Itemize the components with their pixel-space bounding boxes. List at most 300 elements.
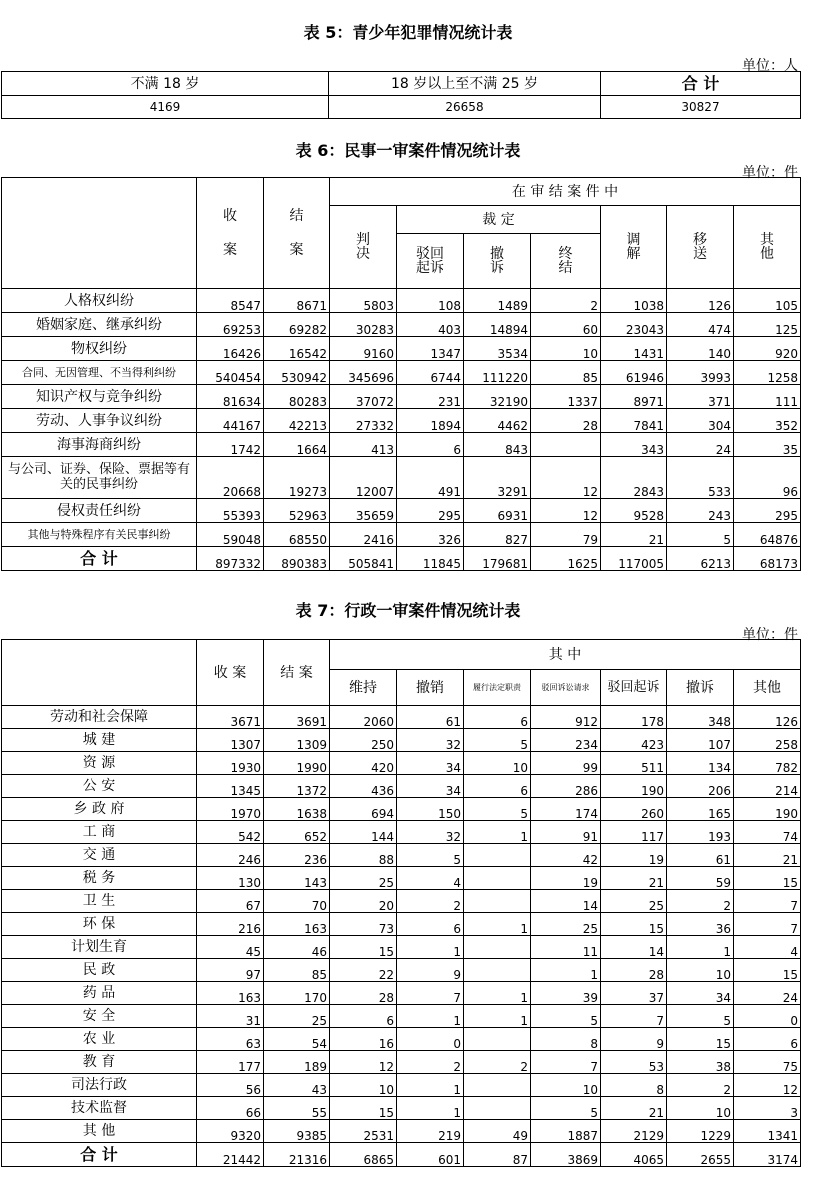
t6-cell: 14894 xyxy=(464,313,531,337)
t7-row xyxy=(2,1028,801,1051)
t7-cell: 38 xyxy=(667,1051,734,1074)
t7-cell: 246 xyxy=(197,844,264,867)
t7-header-received: 收 案 xyxy=(197,640,264,706)
t6-cell: 32190 xyxy=(464,385,531,409)
t7-header-uphold: 维持 xyxy=(330,670,397,706)
t7-cell: 6 xyxy=(464,706,531,729)
t7-header-withdraw: 撤诉 xyxy=(667,670,734,706)
t6-header-closed xyxy=(264,178,330,289)
t6-cell: 6 xyxy=(397,433,464,457)
t7-cell: 15 xyxy=(734,867,801,890)
t6-row xyxy=(2,289,801,313)
t6-cell: 1347 xyxy=(397,337,464,361)
t6-cell: 5 xyxy=(667,523,734,547)
t7-cell: 97 xyxy=(197,959,264,982)
t6-total-cell: 117005 xyxy=(601,547,667,571)
t6-cell: 27332 xyxy=(330,409,397,433)
t7-cell: 6 xyxy=(397,913,464,936)
t7-cell: 782 xyxy=(734,752,801,775)
t7-cell: 15 xyxy=(330,1097,397,1120)
table5-unit: 单位：人 xyxy=(742,58,798,74)
t6-cell: 24 xyxy=(667,433,734,457)
t7-row-label: 其 他 xyxy=(2,1120,197,1143)
t6-header-received-1: 收 xyxy=(223,208,237,224)
t7-cell: 163 xyxy=(197,982,264,1005)
table7-title: 表 7：行政一审案件情况统计表 xyxy=(295,601,521,620)
t6-cell: 371 xyxy=(667,385,734,409)
t7-cell: 1309 xyxy=(264,729,330,752)
t7-cell: 2 xyxy=(667,1074,734,1097)
t7-total-cell: 3869 xyxy=(531,1143,601,1167)
t7-cell: 32 xyxy=(397,821,464,844)
t6-row xyxy=(2,457,801,499)
t7-cell: 15 xyxy=(667,1028,734,1051)
t6-cell: 60 xyxy=(531,313,601,337)
t6-cell: 403 xyxy=(397,313,464,337)
t7-cell: 14 xyxy=(601,936,667,959)
t7-cell: 423 xyxy=(601,729,667,752)
t6-cell: 12 xyxy=(531,457,601,499)
t7-cell: 56 xyxy=(197,1074,264,1097)
t7-cell: 5 xyxy=(531,1005,601,1028)
t6-header-reject-1: 驳回 xyxy=(416,246,444,262)
t6-cell: 1894 xyxy=(397,409,464,433)
t7-cell: 694 xyxy=(330,798,397,821)
t7-cell: 9 xyxy=(397,959,464,982)
t6-cell: 6744 xyxy=(397,361,464,385)
t7-cell: 3671 xyxy=(197,706,264,729)
t6-header-judgment-2: 决 xyxy=(356,246,370,262)
t7-cell: 91 xyxy=(531,821,601,844)
t7-cell: 2060 xyxy=(330,706,397,729)
t7-cell: 10 xyxy=(667,1097,734,1120)
t6-cell: 125 xyxy=(734,313,801,337)
t6-cell: 413 xyxy=(330,433,397,457)
t6-row xyxy=(2,523,801,547)
t7-row-label: 交 通 xyxy=(2,844,197,867)
t7-total-cell: 4065 xyxy=(601,1143,667,1167)
t7-total-cell: 87 xyxy=(464,1143,531,1167)
t6-cell: 530942 xyxy=(264,361,330,385)
t7-row-label: 安 全 xyxy=(2,1005,197,1028)
t6-cell: 111220 xyxy=(464,361,531,385)
t6-header-judgment xyxy=(330,206,397,289)
t6-cell: 8547 xyxy=(197,289,264,313)
t6-cell: 23043 xyxy=(601,313,667,337)
t6-cell: 20668 xyxy=(197,457,264,499)
t6-cell: 295 xyxy=(734,499,801,523)
t7-row xyxy=(2,959,801,982)
t7-cell: 1229 xyxy=(667,1120,734,1143)
t7-cell: 12 xyxy=(330,1051,397,1074)
t6-cell: 59048 xyxy=(197,523,264,547)
t7-cell: 42 xyxy=(531,844,601,867)
t7-cell: 32 xyxy=(397,729,464,752)
t7-row xyxy=(2,1051,801,1074)
t7-cell: 2 xyxy=(397,890,464,913)
t7-cell: 63 xyxy=(197,1028,264,1051)
t7-cell: 216 xyxy=(197,913,264,936)
t7-cell: 3691 xyxy=(264,706,330,729)
t6-total-cell: 890383 xyxy=(264,547,330,571)
t7-row-label: 农 业 xyxy=(2,1028,197,1051)
t7-cell: 73 xyxy=(330,913,397,936)
t7-cell: 25 xyxy=(330,867,397,890)
t7-cell xyxy=(464,1097,531,1120)
table5-title: 表 5：青少年犯罪情况统计表 xyxy=(303,23,513,42)
t7-cell: 25 xyxy=(601,890,667,913)
t7-cell: 70 xyxy=(264,890,330,913)
t7-cell: 2 xyxy=(464,1051,531,1074)
t7-cell: 1 xyxy=(464,913,531,936)
t6-cell: 37072 xyxy=(330,385,397,409)
t7-cell: 7 xyxy=(734,913,801,936)
t7-cell: 214 xyxy=(734,775,801,798)
t6-row-label: 婚姻家庭、继承纠纷 xyxy=(2,313,197,337)
t6-cell: 2843 xyxy=(601,457,667,499)
t7-cell: 117 xyxy=(601,821,667,844)
t7-cell: 20 xyxy=(330,890,397,913)
t6-header-transfer xyxy=(667,206,734,289)
t7-cell: 45 xyxy=(197,936,264,959)
t7-row-label: 工 商 xyxy=(2,821,197,844)
t6-row-label: 人格权纠纷 xyxy=(2,289,197,313)
t6-cell: 10 xyxy=(531,337,601,361)
t7-cell xyxy=(464,1074,531,1097)
t7-row xyxy=(2,1097,801,1120)
t6-row xyxy=(2,337,801,361)
t6-cell: 231 xyxy=(397,385,464,409)
t7-total-cell: 6865 xyxy=(330,1143,397,1167)
t7-cell: 9385 xyxy=(264,1120,330,1143)
t6-header-other-1: 其 xyxy=(760,232,775,248)
t7-cell: 0 xyxy=(397,1028,464,1051)
t7-row-label: 环 保 xyxy=(2,913,197,936)
t7-cell: 21 xyxy=(601,1097,667,1120)
t7-cell: 11 xyxy=(531,936,601,959)
t7-header-blank xyxy=(2,640,197,706)
t7-cell xyxy=(464,890,531,913)
t7-cell: 22 xyxy=(330,959,397,982)
t6-header-withdraw-2: 诉 xyxy=(490,260,504,276)
t6-header-blank xyxy=(2,178,197,289)
t6-cell: 64876 xyxy=(734,523,801,547)
t5-header-under18: 不满 18 岁 xyxy=(2,72,329,96)
t7-row-label: 资 源 xyxy=(2,752,197,775)
t7-cell: 8 xyxy=(531,1028,601,1051)
t6-cell: 1431 xyxy=(601,337,667,361)
t6-header-ruling: 裁 定 xyxy=(397,206,601,234)
t6-cell: 69282 xyxy=(264,313,330,337)
t6-cell: 81634 xyxy=(197,385,264,409)
t6-cell: 2416 xyxy=(330,523,397,547)
t7-cell: 134 xyxy=(667,752,734,775)
t7-row xyxy=(2,752,801,775)
t7-cell: 36 xyxy=(667,913,734,936)
t6-header-terminate-2: 结 xyxy=(558,260,573,276)
t5-header-18to25: 18 岁以上至不满 25 岁 xyxy=(329,72,601,96)
t7-cell: 126 xyxy=(734,706,801,729)
t6-total-cell: 1625 xyxy=(531,547,601,571)
t7-cell: 236 xyxy=(264,844,330,867)
t7-cell: 348 xyxy=(667,706,734,729)
t6-cell: 326 xyxy=(397,523,464,547)
t5-header-total: 合 计 xyxy=(601,72,801,96)
t7-cell: 2531 xyxy=(330,1120,397,1143)
t7-cell: 170 xyxy=(264,982,330,1005)
t7-total-cell: 601 xyxy=(397,1143,464,1167)
t6-cell: 6931 xyxy=(464,499,531,523)
t7-row xyxy=(2,1120,801,1143)
t7-row xyxy=(2,775,801,798)
t7-cell: 15 xyxy=(330,936,397,959)
t6-cell: 304 xyxy=(667,409,734,433)
t6-cell: 7841 xyxy=(601,409,667,433)
t7-cell: 19 xyxy=(531,867,601,890)
t7-cell xyxy=(464,959,531,982)
t7-cell: 7 xyxy=(601,1005,667,1028)
t7-row-label: 计划生育 xyxy=(2,936,197,959)
t7-cell: 25 xyxy=(531,913,601,936)
t7-cell: 189 xyxy=(264,1051,330,1074)
t7-cell: 2 xyxy=(397,1051,464,1074)
t6-header-mediation-2: 解 xyxy=(626,246,641,262)
t6-header-reject xyxy=(397,234,464,289)
t7-header-reject-suit: 驳回起诉 xyxy=(601,670,667,706)
t7-cell: 0 xyxy=(734,1005,801,1028)
t7-cell xyxy=(464,867,531,890)
t7-cell: 4 xyxy=(397,867,464,890)
t6-cell: 68550 xyxy=(264,523,330,547)
t7-cell: 1 xyxy=(397,1097,464,1120)
t7-cell: 74 xyxy=(734,821,801,844)
t7-cell: 1970 xyxy=(197,798,264,821)
t7-cell: 4 xyxy=(734,936,801,959)
t7-cell: 1638 xyxy=(264,798,330,821)
t6-cell: 35659 xyxy=(330,499,397,523)
t6-total-cell: 505841 xyxy=(330,547,397,571)
t6-cell: 343 xyxy=(601,433,667,457)
t7-total-cell: 21442 xyxy=(197,1143,264,1167)
t7-cell: 1 xyxy=(667,936,734,959)
t6-cell: 843 xyxy=(464,433,531,457)
t7-cell: 286 xyxy=(531,775,601,798)
t7-cell: 1 xyxy=(464,1005,531,1028)
t7-cell: 1 xyxy=(397,1074,464,1097)
t6-cell: 21 xyxy=(601,523,667,547)
t7-cell: 1990 xyxy=(264,752,330,775)
t7-total-cell: 21316 xyxy=(264,1143,330,1167)
t6-cell: 44167 xyxy=(197,409,264,433)
t6-cell: 1742 xyxy=(197,433,264,457)
t6-total-cell: 897332 xyxy=(197,547,264,571)
t7-cell: 174 xyxy=(531,798,601,821)
t7-cell: 144 xyxy=(330,821,397,844)
t7-cell: 260 xyxy=(601,798,667,821)
t7-row xyxy=(2,706,801,729)
t7-cell: 1887 xyxy=(531,1120,601,1143)
t7-total-cell: 3174 xyxy=(734,1143,801,1167)
t7-cell: 12 xyxy=(734,1074,801,1097)
t7-row xyxy=(2,1005,801,1028)
t7-cell: 10 xyxy=(330,1074,397,1097)
t6-row xyxy=(2,385,801,409)
t6-header-received-2: 案 xyxy=(223,242,237,258)
t6-cell: 55393 xyxy=(197,499,264,523)
t7-cell: 7 xyxy=(397,982,464,1005)
t6-cell: 474 xyxy=(667,313,734,337)
t7-row-label: 劳动和社会保障 xyxy=(2,706,197,729)
t6-header-withdraw-1: 撤 xyxy=(490,246,504,262)
t6-row-label: 劳动、人事争议纠纷 xyxy=(2,409,197,433)
t7-cell: 511 xyxy=(601,752,667,775)
t7-cell: 250 xyxy=(330,729,397,752)
t7-cell: 43 xyxy=(264,1074,330,1097)
t6-cell: 243 xyxy=(667,499,734,523)
t6-cell: 2 xyxy=(531,289,601,313)
t7-cell: 234 xyxy=(531,729,601,752)
t6-cell: 8671 xyxy=(264,289,330,313)
t7-cell: 59 xyxy=(667,867,734,890)
t6-cell: 1489 xyxy=(464,289,531,313)
t6-cell: 12 xyxy=(531,499,601,523)
t7-cell: 24 xyxy=(734,982,801,1005)
t7-cell: 61 xyxy=(667,844,734,867)
t6-row-label: 合同、无因管理、不当得利纠纷 xyxy=(2,361,197,385)
t6-header-closed-2: 案 xyxy=(289,242,304,258)
t6-cell: 533 xyxy=(667,457,734,499)
t7-cell: 5 xyxy=(531,1097,601,1120)
t6-header-received xyxy=(197,178,264,289)
t7-row-label: 药 品 xyxy=(2,982,197,1005)
t7-cell: 25 xyxy=(264,1005,330,1028)
t7-row xyxy=(2,798,801,821)
t6-row-label: 侵权责任纠纷 xyxy=(2,499,197,523)
t7-cell: 21 xyxy=(734,844,801,867)
t6-row xyxy=(2,361,801,385)
t7-cell: 15 xyxy=(734,959,801,982)
t7-cell: 5 xyxy=(667,1005,734,1028)
t7-row-label: 卫 生 xyxy=(2,890,197,913)
t7-row-label: 税 务 xyxy=(2,867,197,890)
t6-cell: 69253 xyxy=(197,313,264,337)
t6-cell: 920 xyxy=(734,337,801,361)
t6-cell: 12007 xyxy=(330,457,397,499)
t6-cell: 345696 xyxy=(330,361,397,385)
t7-cell: 46 xyxy=(264,936,330,959)
t6-cell: 79 xyxy=(531,523,601,547)
t7-total-label: 合 计 xyxy=(2,1143,197,1167)
t6-header-transfer-2: 送 xyxy=(693,246,707,262)
t7-cell: 67 xyxy=(197,890,264,913)
table6-title: 表 6：民事一审案件情况统计表 xyxy=(295,141,521,160)
t7-cell: 190 xyxy=(734,798,801,821)
t6-header-closed-1: 结 xyxy=(289,208,304,224)
t6-row-label: 与公司、证券、保险、票据等有关的民事纠纷 xyxy=(2,457,197,499)
t7-cell: 193 xyxy=(667,821,734,844)
t7-cell: 1930 xyxy=(197,752,264,775)
t6-header-other-2: 他 xyxy=(760,246,775,262)
t7-cell: 66 xyxy=(197,1097,264,1120)
t7-cell xyxy=(464,1028,531,1051)
t7-row xyxy=(2,844,801,867)
t6-cell: 80283 xyxy=(264,385,330,409)
t7-cell: 1341 xyxy=(734,1120,801,1143)
table7 xyxy=(1,639,801,1167)
t7-cell: 10 xyxy=(531,1074,601,1097)
t7-cell: 150 xyxy=(397,798,464,821)
t7-cell: 3 xyxy=(734,1097,801,1120)
table6 xyxy=(1,177,801,571)
t7-row xyxy=(2,1074,801,1097)
t7-cell: 9320 xyxy=(197,1120,264,1143)
t7-cell: 15 xyxy=(601,913,667,936)
t7-cell: 34 xyxy=(397,775,464,798)
t6-cell: 9160 xyxy=(330,337,397,361)
t6-row-label: 其他与特殊程序有关民事纠纷 xyxy=(2,523,197,547)
t7-row xyxy=(2,913,801,936)
t6-cell: 52963 xyxy=(264,499,330,523)
t7-cell: 163 xyxy=(264,913,330,936)
t6-cell: 96 xyxy=(734,457,801,499)
t6-cell: 1258 xyxy=(734,361,801,385)
t7-cell: 6 xyxy=(464,775,531,798)
table6-unit: 单位：件 xyxy=(742,165,798,181)
t7-cell: 28 xyxy=(330,982,397,1005)
t6-cell: 3534 xyxy=(464,337,531,361)
t6-cell: 491 xyxy=(397,457,464,499)
t7-cell: 99 xyxy=(531,752,601,775)
t6-row xyxy=(2,313,801,337)
t6-cell: 85 xyxy=(531,361,601,385)
t7-cell: 165 xyxy=(667,798,734,821)
t6-cell: 61946 xyxy=(601,361,667,385)
t7-header-group: 其 中 xyxy=(330,640,801,670)
t6-header-reject-2: 起诉 xyxy=(416,260,444,276)
t7-cell: 542 xyxy=(197,821,264,844)
t6-header-other xyxy=(734,206,801,289)
t7-cell: 2 xyxy=(667,890,734,913)
t7-row-label: 教 育 xyxy=(2,1051,197,1074)
t6-header-transfer-1: 移 xyxy=(693,232,707,248)
t7-cell: 436 xyxy=(330,775,397,798)
t6-cell: 3993 xyxy=(667,361,734,385)
t6-total-cell: 179681 xyxy=(464,547,531,571)
t6-header-judgment-1: 判 xyxy=(356,232,370,248)
t7-header-closed: 结 案 xyxy=(264,640,330,706)
t6-total-cell: 6213 xyxy=(667,547,734,571)
t7-header-other: 其他 xyxy=(734,670,801,706)
t6-cell: 4462 xyxy=(464,409,531,433)
t7-cell: 190 xyxy=(601,775,667,798)
t7-row-label: 民 政 xyxy=(2,959,197,982)
t6-total-label: 合 计 xyxy=(2,547,197,571)
t7-cell: 6 xyxy=(734,1028,801,1051)
t7-cell: 912 xyxy=(531,706,601,729)
t7-cell: 177 xyxy=(197,1051,264,1074)
t7-row-label: 技术监督 xyxy=(2,1097,197,1120)
t7-header-revoke: 撤销 xyxy=(397,670,464,706)
t6-total-cell: 11845 xyxy=(397,547,464,571)
t7-cell: 130 xyxy=(197,867,264,890)
t7-cell: 28 xyxy=(601,959,667,982)
t6-cell: 105 xyxy=(734,289,801,313)
t7-row xyxy=(2,982,801,1005)
t6-cell: 540454 xyxy=(197,361,264,385)
t6-cell: 19273 xyxy=(264,457,330,499)
t7-cell: 1307 xyxy=(197,729,264,752)
t7-cell: 75 xyxy=(734,1051,801,1074)
